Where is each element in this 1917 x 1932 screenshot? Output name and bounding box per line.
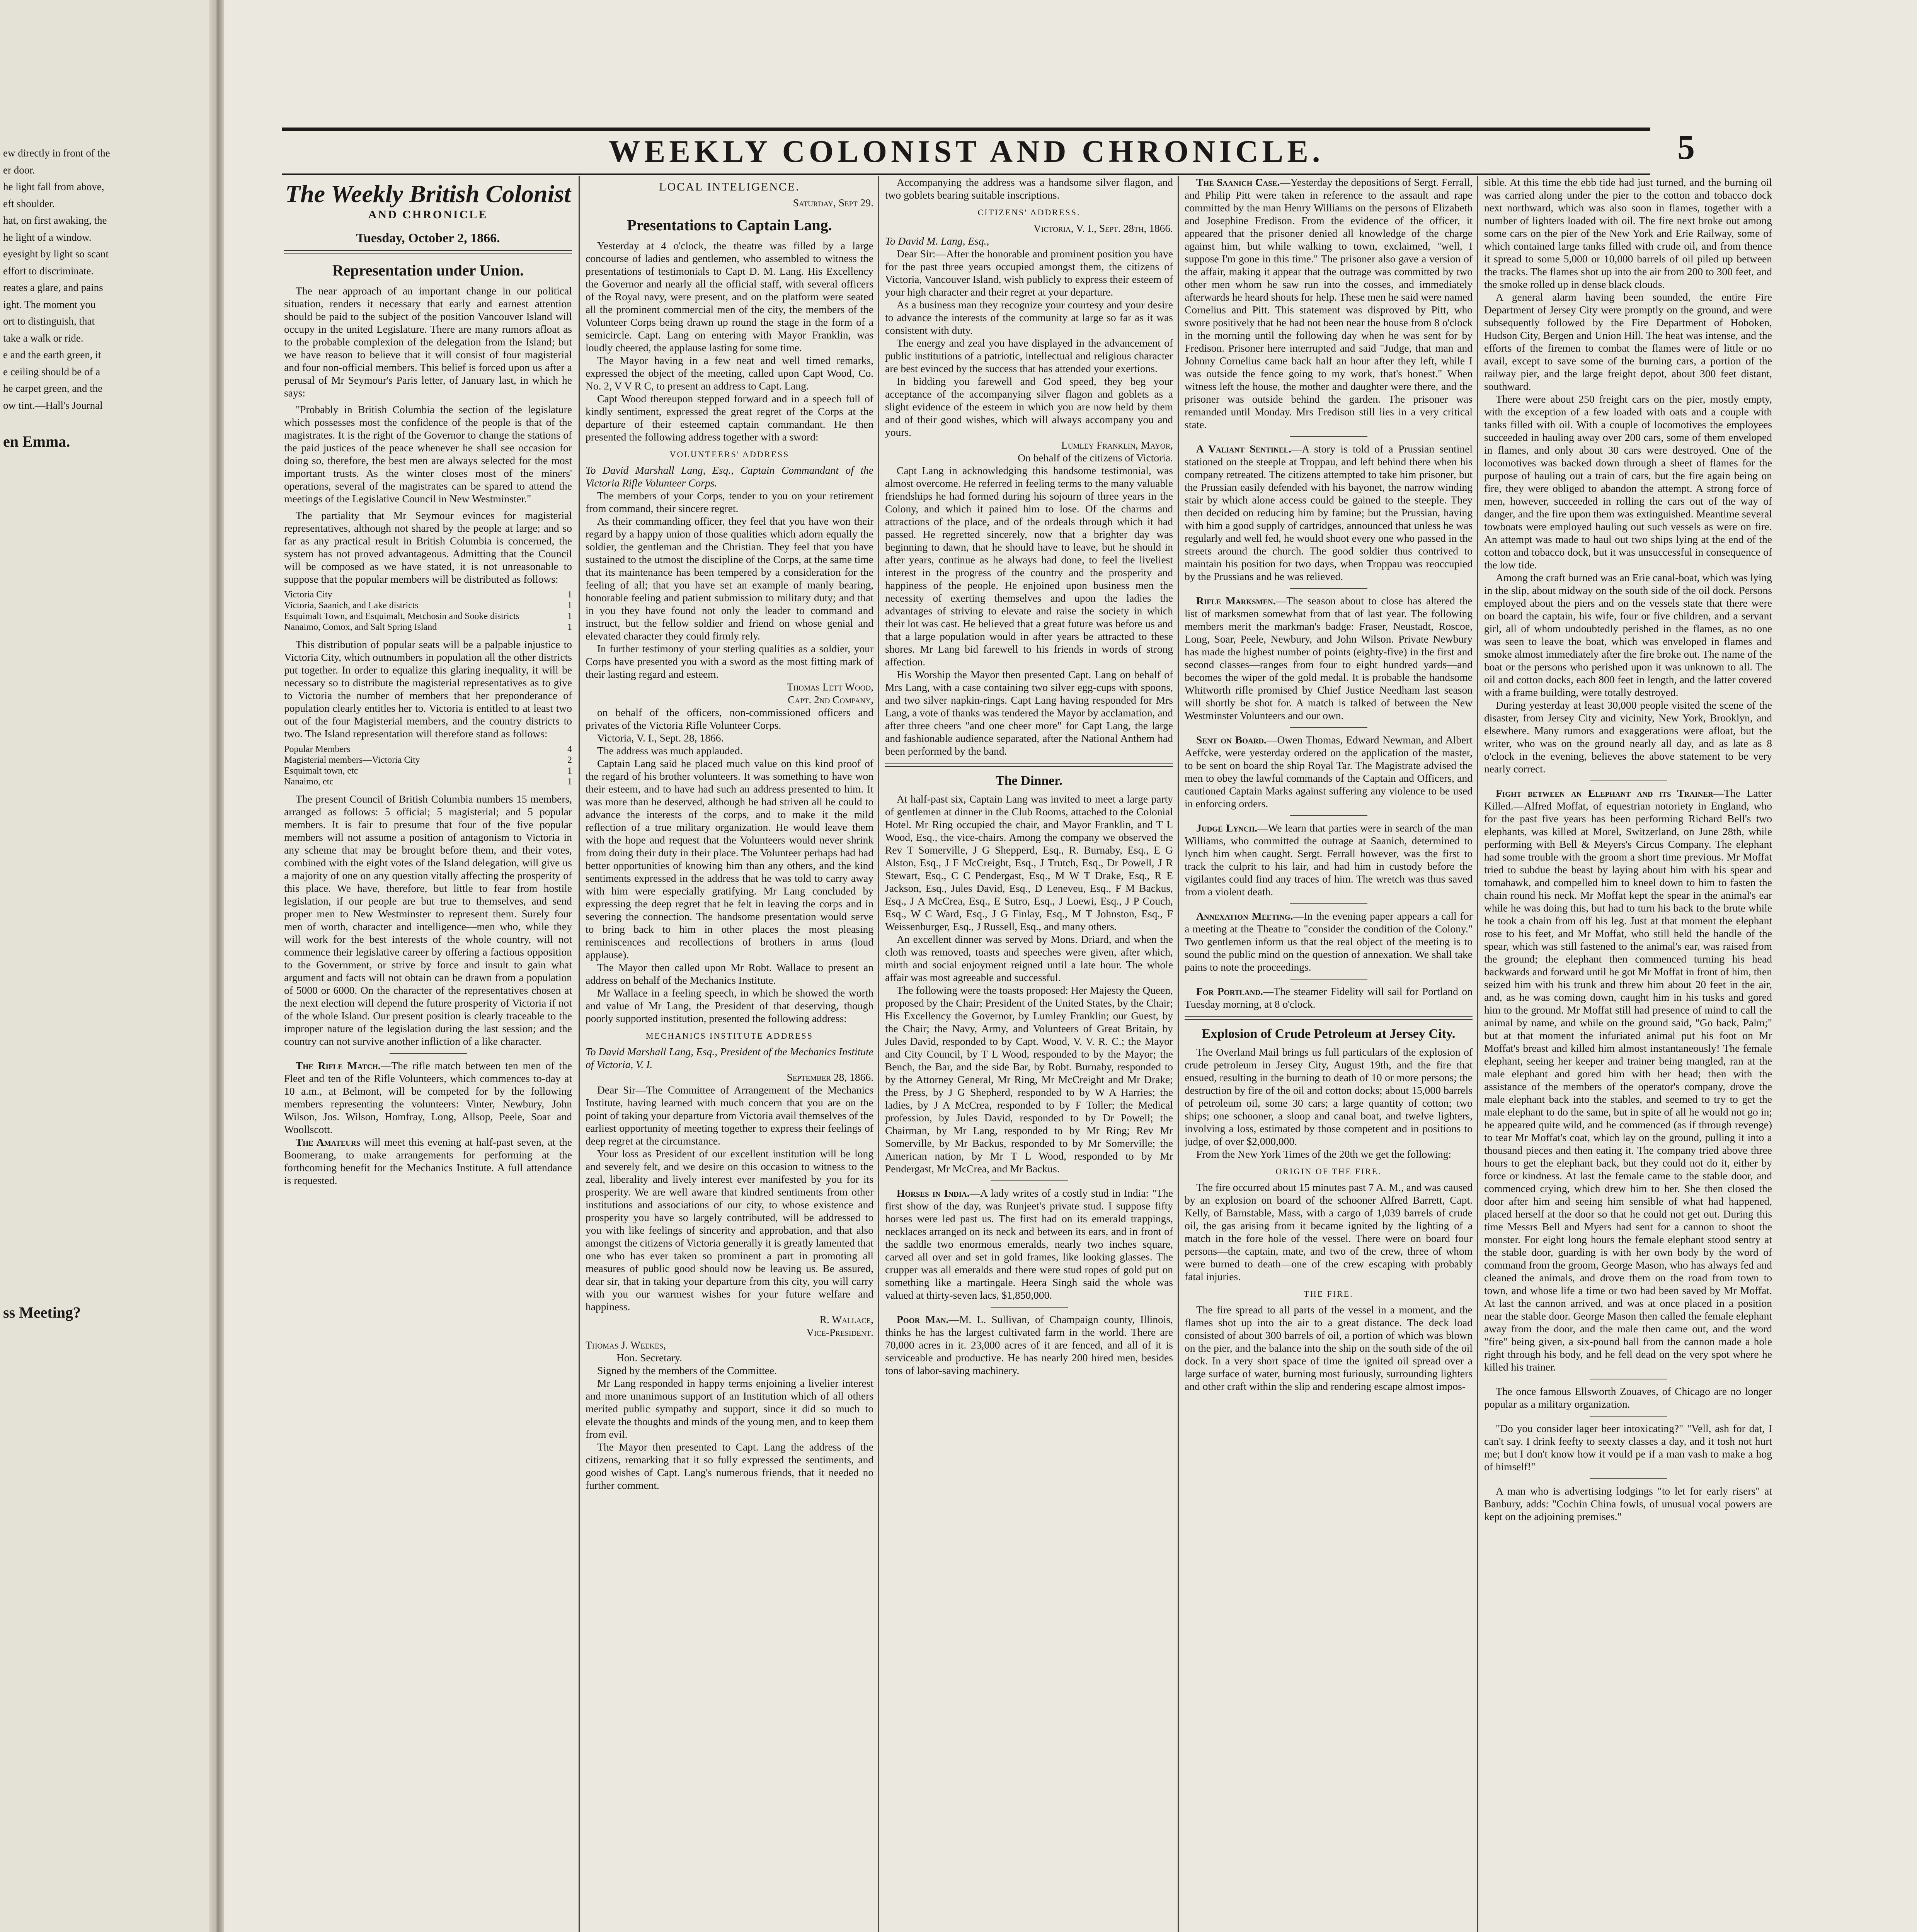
news-item: Poor Man.—M. L. Sullivan, of Champaign county, Illinois, thinks he has the largest cultivated farm in the world. There are 70,000 acres in it. 23,000 acres of it are fenced, and all of it is serviceable and productive. He has nearly 200 hired men, besides tons of labor-saving machinery.	[885, 1313, 1173, 1376]
fragment-heading: ss Meeting?	[3, 1303, 81, 1321]
issue-date: Tuesday, October 2, 1866.	[356, 231, 500, 245]
paragraph: The fire occurred about 15 minutes past 7 A. M., and was caused by an explosion on board of the schooner Alfred Barrett, Capt. Kelly, of Barnstable, Mass, with a cargo of 1,039 barrels of crude oil, the gas arising from it became ignited by the lighting of a match in the fore hole of the vessel. There were on board four persons—the captain, mate, and two of the crew, three of whom were burned to death—one of the crew escaping with probably fatal injuries.	[1185, 1181, 1473, 1282]
separator	[390, 1053, 467, 1054]
seat-row: Esquimalt town, etc 1	[284, 766, 572, 776]
separator	[1290, 436, 1367, 437]
block-quote: "Probably in British Columbia the section of the legislature which possesses most the confidence of the people is that of the magistrates. It is the right of the Governor to change the stations of the paid justices of the peace whenever he shall see occasion for doing so, therefore, the best men are always selected for the most important trusts. As the winter closes most of the miners' operations, several of the magistrates can be spared to attend the meetings of the Legislative Council in New Westminster."	[284, 403, 572, 505]
seat-row: Victoria, Saanich, and Lake districts 1	[284, 600, 572, 611]
paragraph: Among the craft burned was an Erie canal-boat, which was lying in the slip, about midway on the south side of the oil dock. Persons employed about the piers and on the vessels state that there were on board the captain, his wife, four or five children, and a servant girl, all of whom undoubtedly perished in the flames, as no one was seen to leave the boat, which was enveloped in flames and smoke almost immediately after the fire broke out. The name of the boat or the persons who perished upon it was unknown to all. The oil and cotton docks, each 800 feet in length, and the latter covered with a frame building, were totally destroyed.	[1484, 571, 1772, 698]
column-presentations	[885, 176, 1173, 1932]
news-item: The Saanich Case.—Yesterday the depositions of Sergt. Ferrall, and Philip Pitt were taken in reference to the assault and rape committed by the man Henry Williams on the persons of Elizabeth and Josephine Fredison. From the evidence of the officer, it appeared that the prisoner denied all knowledge of the charge against him, but while walking to town, exclaimed, "well, I suppose I'm gone in this time." The prisoner also gave a version of the affair, making it appear that the outrage was committed by two other men whom he saw run into the cosses, and immediately afterwards he heard shouts for help. These men he said were named Cornelius and Pitt. This statement was disproved by Pitt, who swore positively that he had not been near the house from 8 o'clock in the morning until the following day when he was sent for by Fredison. Prisoner here interrupted and said "Judge, that man and Johnny Cornelius came back half an hour after they left, while I was outside the fence going to my work, that's honest." When witness left the house, the mother and daughter were there, and the prisoner was outside behind the garden. The prisoner was remanded until Monday. Mrs Fredison still lies in a very critical state.	[1185, 176, 1473, 430]
fragment-line: eyesight by light so scant	[3, 248, 109, 260]
news-item: Judge Lynch.—We learn that parties were in search of the man Williams, who committed the outrage at Saanich, determined to lynch him when caught. Sergt. Ferrall however, was the first to track the culprit to his lair, and had him in custody before the vigilantes could find any traces of him. The wretch was thus saved from a violent death.	[1185, 822, 1473, 898]
paragraph: The members of your Corps, tender to you on your retirement from command, their sincere regret.	[586, 490, 873, 514]
double-rule	[284, 250, 572, 254]
paragraph: The following were the toasts proposed: Her Majesty the Queen, proposed by the Chair; President of the United States, by the Chair; His Excellency the Governor, by Lumley Franklin; our Guest, by the Chair; the Navy, Army, and Volunteers of Great Britain, by Jules David, responded to by Capt. Wood, V. V. R. C.; the Mayor and City Council, by T L Wood, responded to by the Mayor; the Bench, the Bar, and the side Bar, by Robt. Burnaby, responded to by the Attorney General, Mr Ring, Mr McCreight and Mr Drake; the Press, by J G Shepherd, responded to by W A Harries; the ladies, by J A McCrea, responded to by F Toller; the Medical profession, by Jules David, responded to by Dr Powell; the Chairman, by Mr Lang, responded to by Mr Ring; Rev Mr Somerville, by Mr Backus, responded to by Mr Somerville; the American nation, by Mr T L Wood, responded to by Mr Pendergast, Mr McCrea, and Mr Backus.	[885, 984, 1173, 1175]
paragraph: Victoria, V. I., Sept. 28, 1866.	[597, 732, 724, 744]
paragraph: Mr Wallace in a feeling speech, in which he showed the worth and value of Mr Lang, the President of that deserving, though poorly supported institution, presented the following address:	[586, 987, 873, 1024]
dateline: Saturday, Sept 29.	[793, 197, 873, 209]
paragraph: on behalf of the officers, non-commissioned officers and privates of the Victoria Rifle Volunteer Corps.	[586, 706, 873, 731]
column-rule	[878, 176, 879, 1932]
signature: Lumley Franklin, Mayor,	[1061, 439, 1173, 451]
paragraph: His Worship the Mayor then presented Capt. Lang on behalf of Mrs Lang, with a case containing two silver egg-cups with spoons, and two silver napkin-rings. Capt Lang having responded for Mrs Lang, a vote of thanks was tendered the Mayor by acclamation, and after three cheers "and one cheer more" for Capt Lang, the large and fashionable audience separated, after the National Anthem had been performed by the band.	[885, 668, 1173, 757]
paragraph: The energy and zeal you have displayed in the advancement of public institutions of a patriotic, intellectual and religious character are best evinced by the success that has attended your exertions.	[885, 337, 1173, 374]
signature: On behalf of the citizens of Victoria.	[1018, 452, 1173, 464]
separator	[1290, 979, 1367, 980]
flag-name: The Weekly British Colonist	[285, 180, 571, 207]
column-editorial	[284, 176, 572, 1932]
page-number: 5	[1677, 128, 1695, 167]
news-item: A Valiant Sentinel.—A story is told of a Prussian sentinel stationed on the steeple at Troppau, and left behind there when his company retreated. The citizens attempted to take him prisoner, but the Prussian easily defended with his bayonet, the narrow winding stair by which alone access could be gained to the steeple. They then decided on reducing him by famine; but the Prussian, having with him a good supply of cartridges, announced that unless he was regularly and well fed, he would shoot every one who passed in the streets around the church. The good soldier thus contrived to maintain his position for two days, when Troppau was reoccupied by the Prussians and he was relieved.	[1185, 443, 1473, 582]
news-item: Sent on Board.—Owen Thomas, Edward Newman, and Albert Aeffcke, were yesterday ordered on the application of the master, to be sent on board the ship Royal Tar. The Magistrate advised the men to obey the lawful commands of the Captain and Officers, and cautioned Captain Marks against suffering any violence to be used in enforcing orders.	[1185, 734, 1473, 810]
paragraph: Capt Wood thereupon stepped forward and in a speech full of kindly sentiment, expressed the great regret of the Corps at the departure of their esteemed captain commandant. He then presented the following address together with a sword:	[586, 393, 873, 443]
article-heading: Explosion of Crude Petroleum at Jersey City.	[1202, 1027, 1456, 1041]
subheading: THE FIRE.	[1304, 1289, 1353, 1299]
paragraph: As their commanding officer, they feel that you have won their regard by a happy union of those qualities which adorn equally the soldier, the gentleman and the Christian. They feel that you have sustained to the utmost the discipline of the Corps, at the same time that its maintenance has been tempered by a consideration for the feeling of all; that you have set an example of manly bearing, honorable feeling and patient submission to military duty; and that in you they have found not only the leader to command and instruct, but the fellow soldier and friend on whose genial and elevated character they could firmly rely.	[586, 515, 873, 642]
separator	[1290, 815, 1367, 816]
dateline: September 28, 1866.	[787, 1071, 873, 1083]
column-local-news	[1185, 176, 1473, 1932]
paragraph: A general alarm having been sounded, the entire Fire Department of Jersey City were promptly on the ground, and were subsequently followed by the Fire Department of Hoboken, Hudson City, Bergen and Union Hill. The heat was intense, and the efforts of the firemen to combat the flames were of little or no avail, except to save some of the burning cars, a portion of the railway pier, and the large freight depot, about 300 feet distant, southward.	[1484, 291, 1772, 392]
paragraph: The Mayor having in a few neat and well timed remarks, expressed the object of the meeting, called upon Capt Wood, Co. No. 2, V V R C, to present an address to Capt. Lang.	[586, 354, 873, 392]
address-heading: CITIZENS' ADDRESS.	[977, 207, 1081, 217]
fragment-line: reates a glare, and pains	[3, 282, 103, 293]
article-heading: Representation under Union.	[332, 262, 524, 279]
fragment-line: effort to discriminate.	[3, 265, 94, 277]
fragment-line: e ceiling should be of a	[3, 366, 100, 378]
news-item: Horses in India.—A lady writes of a costly stud in India: "The first show of the day, was Runjeet's private stud. I suppose fifty horses were led past us. The first had on its emerald trappings, necklaces arranged on its neck and between its ears, and in front of the saddle two enormous emeralds, nearly two inches square, carved all over and set in gold frames, like looking glasses. The crupper was all emeralds and there were stud ropes of gold put on something like a martingale. Heera Singh said the whole was valued at thirty-seven lacs, $1,850,000.	[885, 1187, 1173, 1301]
fragment-line: he light fall from above,	[3, 181, 104, 192]
paragraph: Yesterday at 4 o'clock, the theatre was filled by a large concourse of ladies and gentlemen, who assembled to witness the presentations of testimonials to Capt D. M. Lang. His Excellency the Governor and nearly all the official staff, with several officers of the Royal navy, were present, and on the platform were seated all the prominent commercial men of the city, the members of the Volunteer Corps being drawn up round the stage in the form of a semicircle. Capt. Lang on entering with Mayor Franklin, was loudly cheered, the applause lasting for some time.	[586, 240, 873, 354]
column-rule	[1178, 176, 1179, 1932]
news-item: The Rifle Match.—The rifle match between ten men of the Fleet and ten of the Rifle Volunteers, which commences to-day at 10 a.m., at Belmont, will be competed for by the following members representing the volunteers: Vinter, Newbury, John Wilson, Jos. Wilson, Homfray, Long, Allsop, Peele, Soar and Woollscott.	[284, 1060, 572, 1135]
newspaper-page	[224, 0, 1917, 1932]
seat-row: Victoria City 1	[284, 590, 572, 600]
paragraph: The Mayor then called upon Mr Robt. Wallace to present an address on behalf of the Mechanics Institute.	[586, 961, 873, 986]
fragment-line: hat, on first awaking, the	[3, 214, 107, 226]
seat-row: Nanaimo, Comox, and Salt Spring Island 1	[284, 622, 572, 632]
paragraph: During yesterday at least 30,000 people visited the scene of the disaster, from Jersey City and vicinity, New York, Brooklyn, and elsewhere. Many rumors and exaggerations were afloat, but the writer, who was on the ground nearly all day, and as late as 8 o'clock in the evening, believes the above statement to be very nearly correct.	[1484, 699, 1772, 775]
flag-subname: AND CHRONICLE	[368, 208, 488, 221]
paragraph: A man who is advertising lodgings "to let for early risers" at Banbury, adds: "Cochin China fowls, of unusual vocal powers are kept on the adjoining premises."	[1484, 1485, 1772, 1522]
paragraph: In bidding you farewell and God speed, they beg your acceptance of the accompanying silver flagon and goblets as a slight evidence of the esteem in which you are now held by them and of their good wishes, which will always accompany you and yours.	[885, 375, 1173, 438]
signature: Hon. Secretary.	[616, 1352, 683, 1364]
paragraph: Dear Sir:—After the honorable and prominent position you have for the past three years occupied amongst them, the citizens of Victoria, Vancouver Island, wish publicly to express their esteem of your high character and their regret at your departure.	[885, 248, 1173, 298]
paragraph: Dear Sir—The Committee of Arrangement of the Mechanics Institute, having learned with much concern that you are on the point of taking your departure from Victoria avail themselves of the earliest opportunity of meeting together to express their feelings of deep regret at the circumstance.	[586, 1084, 873, 1147]
separator	[1290, 588, 1367, 589]
signature: R. Wallace,	[819, 1313, 873, 1325]
news-item: Annexation Meeting.—In the evening paper appears a call for a meeting at the Theatre to "consider the condition of the Colony." Two gentlemen inform us that the real object of the meeting is to sound the public mind on the question of annexation. We shall take pains to note the proceedings.	[1185, 910, 1473, 973]
paragraph: The near approach of an important change in our political situation, renders it necessary that early and earnest attention should be paid to the subject of the position Vancouver Island will occupy in the united Legislature. There are many rumors afloat as to the probable complexion of the delegation from the Island; but we have reason to believe that it will consist of four magisterial and four non-official members. This belief is forced upon us after a perusal of Mr Seymour's Paris letter, of January last, in which he says:	[284, 285, 572, 399]
article-heading: The Dinner.	[996, 774, 1062, 788]
paragraph: The address was much applauded.	[597, 745, 743, 757]
news-item: For Portland.—The steamer Fidelity will sail for Portland on Tuesday morning, at 8 o'clock.	[1185, 985, 1473, 1010]
paragraph: Capt Lang in acknowledging this handsome testimonial, was almost overcome. He referred in feeling terms to the many valuable friendships he had formed during his sojourn of three years in the Colony, and which it pained him to lose. Of the charms and attractions of the place, and of the ordeals through which it had passed. He regretted sincerely, now that a brighter day was beginning to dawn, that he should have to leave, but he should in after years, continue as he always had done, to feel the liveliest interest in the progress of the country and the prosperity and happiness of the people. He enjoined upon business men the necessity of exerting themselves and upon the ladies the advantages of striving to elevate and raise the society in which their lot was cast. He believed that a great future was before us and that a large population would in after years be attracted to these shores. Mr Lang bid farewell to his friends in words of strong affection.	[885, 464, 1173, 668]
fragment-line: ew directly in front of the	[3, 147, 110, 159]
subheading: ORIGIN OF THE FIRE.	[1275, 1167, 1382, 1176]
fragment-line: er door.	[3, 164, 35, 176]
paragraph: The Mayor then presented to Capt. Lang the address of the citizens, remarking that it so fully expressed the sentiments, and good wishes of Capt. Lang's numerous friends, that it needed no further comment.	[586, 1441, 873, 1491]
seat-list	[284, 589, 572, 633]
previous-page-column	[3, 147, 196, 1932]
signature: Vice-President.	[806, 1326, 873, 1338]
paragraph: As a business man they recognize your courtesy and your desire to advance the interests of the community at large so far as it was consistent with duty.	[885, 299, 1173, 336]
paragraph: At half-past six, Captain Lang was invited to meet a large party of gentlemen at dinner in the Club Rooms, attached to the Colonial Hotel. Mr Ring occupied the chair, and Mayor Franklin, and T L Wood, Esq., the vice-chairs. Among the company we observed the Rev T Somerville, J G Shepperd, Esq., R. Burnaby, Esq., E G Alston, Esq., J F McCreight, Esq., J Trutch, Esq., Dr Powell, J R Stewart, Esq., C C Pendergast, Esq., M W T Drake, Esq., R E Jackson, Esq., Jules David, Esq., D Leneveu, Esq., F M Backus, Esq., J A McCrea, Esq., E Sutro, Esq., J Loewi, Esq., J P Couch, Esq., W C Ward, Esq., J G Finlay, Esq., M T Johnston, Esq., F Weissenburger, Esq., J Russell, Esq., and many others.	[885, 793, 1173, 932]
seat-row: Nanaimo, etc 1	[284, 777, 572, 787]
seat-row: Popular Members 4	[284, 744, 572, 754]
fragment-line: eft shoulder.	[3, 197, 55, 209]
news-item: Fight between an Elephant and its Trainer—The Latter Killed.—Alfred Moffat, of equestrian notoriety in England, who for the past five years has been performing Richard Bell's two elephants, was killed at Morel, Switzerland, on June 28th, while performing with Bell & Meyers's Circus Company. The elephant had some trouble with the groom a short time previous. Mr Moffat tried to subdue the beast by laying about him with his spear and tomahawk, and compelled him to kneel down to him to fasten the chain round his neck. Mr Moffat kept the spear in the animal's ear while he was doing this, but had to turn his back to the brute while he took a chain from off his leg. Just at that moment the elephant rose to his feet, and Mr Moffat, who still held the handle of the spear, which was still fastened to the animal's ear, was raised from the ground; the elephant then commenced turning his head backwards and forward until he got Mr Moffat in front of him, then seized him with his trunk and threw him about 20 feet in the air, and, as he was coming down, caught him in his tusks and gored him to the ground. Mr Moffat still had presence of mind to call the animal by name, and while on the ground said, "Go back, Palm;" but at that moment the infuriated animal put his foot on Mr Moffat's breast and killed him almost instantaneously! The female elephant, seeing her keeper and trainer being mangled, ran at the male elephant and gored him with her head; then with the assistance of the members of the operator's company, drove the male elephant back into the stables, and seemed to try to get the male elephant to do the same, but in spite of all he would not go in; he appeared quite wild, and he commenced (as if through revenge) to tear Mr Moffat's coat, which lay on the ground, pulling it into a thousand pieces and then eating it. The company tried above three hours to get the elephant back, but they could not do it, either by force or kindness. At last the female came to the stable door, and commenced crying, which drew him to her. She then closed the door after him and seeing him sensible of what had happened, placed herself at the door so that he could not get out. During this time Messrs Bell and Myers had sent for a cannon to shoot the monster. For eight long hours the female elephant stood sentry at the stable door, guarding is with her own body by the word of command from the groom, George Mason, who has always fed and cleaned the animals, and drove them on the road from town to town, and whose life a time or two had been saved by Mr Moffat. At last the cannon arrived, and was at once placed in a position near the stable door. George Mason then called the female elephant away from the door, and the male then came out, and the word "fire" being given, a six-pound ball from the cannon made a hole right through his body, and he fell dead on the very spot where he killed his trainer.	[1484, 787, 1772, 1373]
address-heading: MECHANICS INSTITUTE ADDRESS	[645, 1031, 814, 1041]
double-rule	[885, 763, 1173, 767]
signature: Capt. 2nd Company,	[788, 694, 873, 706]
paragraph: Your loss as President of our excellent institution will be long and severely felt, and we desire on this occasion to witness to the zeal, liberality and lively interest ever manifested by you for its prosperity. We are well aware that kindred sentiments from other institutions and associations of our city, to whose existence and prosperity you have so largely contributed, will be addressed to you with like feelings of sincerity and approbation, and that also amongst the citizens of Victoria generally it is greatly lamented that one who has ever taken so prominent a part in promoting all measures of public good should now be leaving us. Be assured, dear sir, that in taking your departure from this city, you will carry with you our warmest wishes for your future welfare and happiness.	[586, 1148, 873, 1313]
separator	[1290, 903, 1367, 904]
paragraph: The present Council of British Columbia numbers 15 members, arranged as follows: 5 official; 5 magisterial; and 5 popular members. It is fair to presume that four of the five popular members will not assume a position of antagonism to Victoria in any scheme that may be brought before them, and their votes, combined with the eight votes of the Island delegation, will give us a majority of one on any question vitally affecting the prosperity of this place. We have, therefore, but little to fear from hostile legislation, if our people are but true to themselves, and send proper men to New Westminster to represent them. Surely four men of worth, character and intelligence—men who, while they will work for the best interests of the whole country, will not commence their legislative career by offering a factious opposition to the Government, or strive by force and insult to gain what argument and facts will not obtain can be drawn from a population of 5000 or 6000. On the character of the representatives chosen at the next election will depend the future prosperity of Victoria if not of the whole Island. Our present position is clearly traceable to the improper nature of the legislation during the last session; and the country can not survive another infliction of a like character.	[284, 793, 572, 1047]
news-item: The Amateurs will meet this evening at half-past seven, at the Boomerang, to make arrangements for performing at the forthcoming benefit for the Mechanics Institute. A full attendance is requested.	[284, 1136, 572, 1186]
fragment-line: ight. The moment you	[3, 298, 96, 310]
paragraph: The Overland Mail brings us full particulars of the explosion of crude petroleum in Jersey City, August 19th, and the fire that ensued, resulting in the burning to death of 10 or more persons; the destruction by fire of the oil and cotton docks; about 15,000 barrels of petroleum oil, some 30 cars; a large quantity of cotton; two ships; one schooner, a sloop and canal boat, and twelve lighters, involving a loss, estimated by those competent and in positions to judge, of over $2,000,000.	[1185, 1046, 1473, 1147]
column-local-intelligence	[586, 176, 873, 1932]
seat-row: Esquimalt Town, and Esquimalt, Metchosin and Sooke districts 1	[284, 611, 572, 621]
paragraph: The fire spread to all parts of the vessel in a moment, and the flames shot up into the air to a great distance. The deck load consisted of about 300 barrels of oil, a portion of which was blown on the pier, and the balance into the ship on the south side of the oil dock. In a very short space of time the ignited oil spread over a large surface of water, burning most furiously, surrounding lighters and other craft within the slip and rendering escape almost impos-	[1185, 1304, 1473, 1392]
separator	[1590, 1478, 1667, 1479]
paragraph: An excellent dinner was served by Mons. Driard, and when the cloth was removed, toasts and speeches were given, after which, mirth and social enjoyment reigned until a late hour. The whole affair was most agreeable and successful.	[885, 933, 1173, 983]
paragraph: This distribution of popular seats will be a palpable injustice to Victoria City, which outnumbers in population all the other districts put together. In order to equalize this glaring inequality, it will be necessary so to distribute the magisterial representatives as to give to Victoria the number of members that her preponderance of population clearly entitles her to. Victoria is entitled to at least two out of the four Magisterial members, and the country districts to two. The Island representation will therefore stand as follows:	[284, 638, 572, 740]
column-miscellany	[1484, 176, 1772, 1932]
masthead-title: WEEKLY COLONIST AND CHRONICLE.	[608, 134, 1324, 169]
separator	[991, 1307, 1068, 1308]
article-heading: Presentations to Captain Lang.	[627, 216, 832, 234]
paragraph: Mr Lang responded in happy terms enjoining a livelier interest and more unanimous support of an Institution which of all others merited public sympathy and support, since it did so much to elevate the thoughts and minds of the young men, and to keep them from evil.	[586, 1377, 873, 1440]
address-salutation: To David Marshall Lang, Esq., Captain Commandant of the Victoria Rifle Volunteer Corps.	[586, 464, 873, 489]
fragment-line: e and the earth green, it	[3, 349, 101, 361]
double-rule	[1185, 1016, 1473, 1020]
book-gutter	[209, 0, 224, 1932]
separator	[991, 1180, 1068, 1181]
fragment-line: ort to distinguish, that	[3, 315, 95, 327]
news-item: Rifle Marksmen.—The season about to close has altered the list of marksmen somewhat from that of last year. The following members merit the markman's badge: Fraser, Neustadt, Roscoe, Long, Soar, Peele, Newbury, and John Wilson. Private Newbury has made the highest number of points (eighty-five) in the first and second classes—ranges from four to eight hundred yards—and becomes the wiper of the gold medal. It is probable the handsome Whitworth rifle promised by Chief Justice Needham last season will shortly be shot for. A match is talked of between the New Westminster Volunteers and our own.	[1185, 595, 1473, 721]
previous-page-fragment	[0, 0, 209, 1932]
paragraph: Signed by the members of the Committee.	[597, 1364, 777, 1376]
paragraph: sible. At this time the ebb tide had just turned, and the burning oil was carried along under the pier to the cotton and tobacco dock next northward, which was also soon in flames, together with a number of lighters loaded with oil. The fire next broke out among some cars on the pier of the New York and Erie Railway, some of which contained large tanks filled with crude oil, and from thence it spread to some 5,000 or 10,000 barrels of oil piled up between the tracks. The flames shot up into the air from 200 to 300 feet, and the smoke rolled up in dense black clouds.	[1484, 176, 1772, 290]
fragment-line: he light of a window.	[3, 231, 92, 243]
separator	[1290, 727, 1367, 728]
address-heading: VOLUNTEERS' ADDRESS	[669, 449, 790, 459]
fragment-line: ow tint.—Hall's Journal	[3, 399, 103, 411]
paragraph: The once famous Ellsworth Zouaves, of Chicago are no longer popular as a military organization.	[1484, 1385, 1772, 1410]
column-rule	[1477, 176, 1478, 1932]
paragraph: "Do you consider lager beer intoxicating?" "Vell, ash for dat, I can't say. I drink feefty to seexty classes a day, and it tosh not hurt me; but I don't know how it vould pe if a man vash to make a hog of himself!"	[1484, 1422, 1772, 1473]
paragraph: Captain Lang said he placed much value on this kind proof of the regard of his brother volunteers. It was something to have won their esteem, and to have had such an address presented to him. It was more than he deserved, although he had striven all he could to advance the interests of the corps, and to make it the mild reflection of a true military organization. He would leave them with the hope and request that the Volunteers would never shrink from doing their duty in their place. The Volunteer perhaps had had better opportunities of knowing him than any others, and the kind sentiments expressed in the address that he was told to carry away with him were especially gratifying. Mr Lang concluded by expressing the deep regret that he felt in leaving the corps and in severing the connection. The handsome presentation would serve to bring back to him in other places the most pleasing reminiscences and recollections of brothers in arms (loud applause).	[586, 757, 873, 961]
fragment-heading: en Emma.	[3, 433, 70, 450]
separator	[1590, 1416, 1667, 1417]
section-heading: LOCAL INTELIGENCE.	[659, 180, 800, 193]
masthead	[282, 128, 1650, 175]
address-salutation: To David Marshall Lang, Esq., President of the Mechanics Institute of Victoria, V. I.	[586, 1046, 873, 1070]
signature: Thomas Lett Wood,	[787, 681, 873, 693]
fragment-line: take a walk or ride.	[3, 332, 83, 344]
address-salutation: To David M. Lang, Esq.,	[885, 235, 989, 247]
paragraph: From the New York Times of the 20th we get the following:	[1196, 1148, 1451, 1160]
paragraph: Accompanying the address was a handsome silver flagon, and two goblets bearing suitable inscriptions.	[885, 176, 1173, 201]
column-rule	[579, 176, 580, 1932]
paragraph: The partiality that Mr Seymour evinces for magisterial representatives, although not shared by the people at large; and so far as any practical result in British Columbia is concerned, the system has not proved advantageous. Admitting that the Council will be composed as we have stated, it is not unreasonable to suppose that the popular members will be distributed as follows:	[284, 509, 572, 585]
newspaper-flag	[284, 180, 572, 245]
seat-row: Magisterial members—Victoria City 2	[284, 755, 572, 765]
paragraph: In further testimony of your sterling qualities as a soldier, your Corps have presented you with a sword as the most fitting mark of their lasting regard and esteem.	[586, 643, 873, 680]
fragment-line: he carpet green, and the	[3, 383, 103, 394]
seat-list	[284, 744, 572, 787]
signature: Thomas J. Weekes,	[586, 1339, 666, 1351]
paragraph: There were about 250 freight cars on the pier, mostly empty, with the exception of a few loaded with oats and a couple with tanks filled with oil. With a couple of locomotives the employees succeeded in hauling away over 200 cars, some of them enveloped in flames, and only about 30 cars were destroyed. One of the locomotives was backed down through a sheet of flames for the purpose of hauling out a train of cars, but the fire again being on fire, they were obliged to abandon the attempt. A strong force of men, however, succeeded in rolling the cars out of the way of danger, and the fire upon them was extinguished. Meantime several towboats were employed hauling out such vessels as were on fire. An attempt was made to haul out two ships lying at the end of the cotton and tobacco dock, but it was unsuccessful in consequence of the low tide.	[1484, 393, 1772, 571]
dateline: Victoria, V. I., Sept. 28th, 1866.	[1033, 222, 1173, 234]
